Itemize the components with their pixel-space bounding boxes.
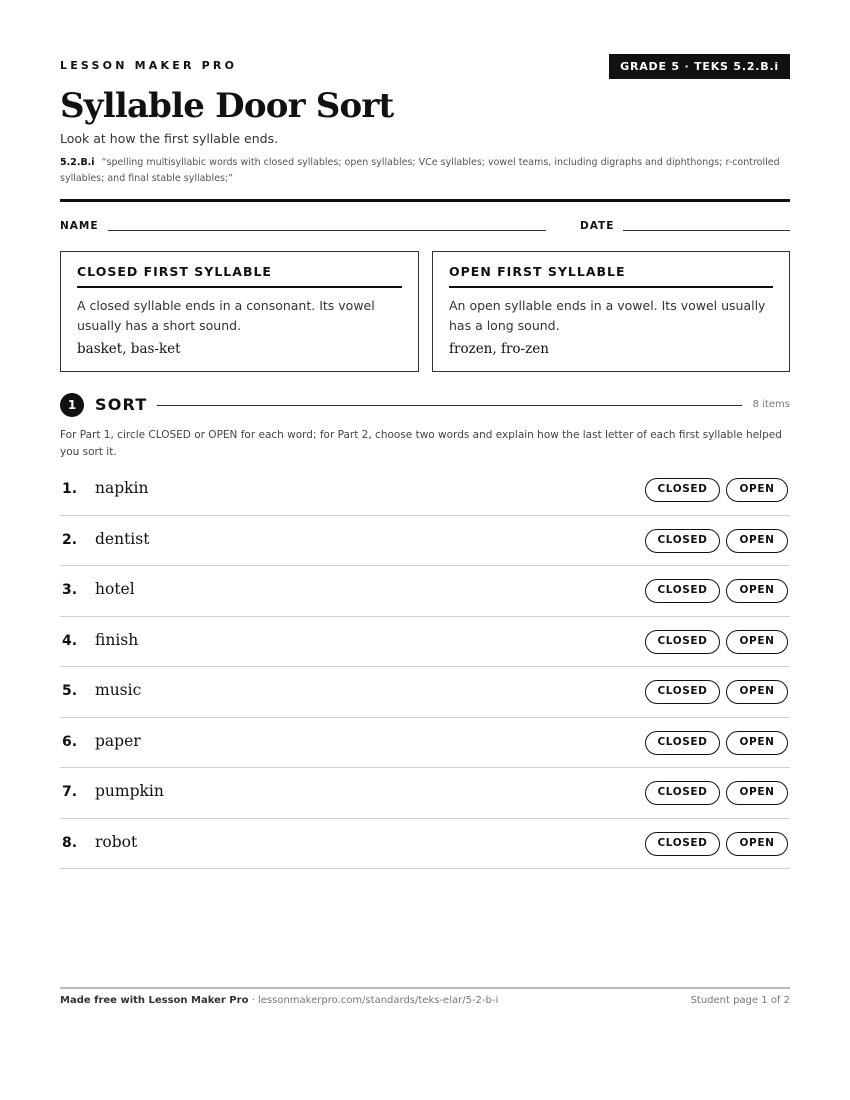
sort-item-list bbox=[60, 465, 790, 869]
sort-section-header bbox=[60, 393, 790, 417]
standard-description bbox=[60, 155, 790, 187]
item-word: finish bbox=[95, 630, 139, 649]
footer-url: · lessonmakerpro.com/standards/teks-elar/5-2-b-i bbox=[248, 995, 499, 1006]
date-label: DATE bbox=[580, 220, 615, 232]
item-number: 5. bbox=[62, 683, 78, 699]
open-card-heading: OPEN FIRST SYLLABLE bbox=[449, 264, 773, 288]
item-number: 7. bbox=[62, 784, 78, 800]
date-field[interactable] bbox=[623, 230, 790, 231]
item-word: dentist bbox=[95, 529, 150, 548]
open-choice-button[interactable]: OPEN bbox=[726, 832, 788, 856]
item-word: paper bbox=[95, 731, 141, 750]
item-number: 1. bbox=[62, 481, 78, 497]
closed-choice-button[interactable]: CLOSED bbox=[645, 579, 720, 603]
name-field[interactable] bbox=[108, 230, 546, 231]
header-divider bbox=[60, 199, 790, 202]
item-word: music bbox=[95, 681, 142, 699]
list-item bbox=[60, 667, 790, 718]
footer-page-number: Student page 1 of 2 bbox=[690, 995, 790, 1006]
open-choice-button[interactable]: OPEN bbox=[726, 579, 788, 603]
item-word: napkin bbox=[95, 479, 149, 497]
closed-card-example: basket, bas-ket bbox=[77, 341, 181, 357]
closed-choice-button[interactable]: CLOSED bbox=[645, 478, 720, 502]
worksheet-page bbox=[60, 0, 790, 1100]
closed-choice-button[interactable]: CLOSED bbox=[645, 630, 720, 654]
open-card-definition: An open syllable ends in a vowel. Its vowel usually has a long sound. bbox=[449, 298, 766, 333]
open-choice-button[interactable]: OPEN bbox=[726, 731, 788, 755]
closed-card-definition: A closed syllable ends in a consonant. Its vowel usually has a short sound. bbox=[77, 298, 375, 333]
name-date-row bbox=[60, 220, 790, 234]
open-choice-button[interactable]: OPEN bbox=[726, 680, 788, 704]
item-number: 2. bbox=[62, 531, 78, 548]
section-rule bbox=[157, 405, 742, 406]
closed-choice-button[interactable]: CLOSED bbox=[645, 781, 720, 805]
brand-name: LESSON MAKER PRO bbox=[60, 59, 238, 72]
open-choice-button[interactable]: OPEN bbox=[726, 781, 788, 805]
list-item bbox=[60, 768, 790, 819]
item-number: 8. bbox=[62, 834, 78, 851]
closed-choice-button[interactable]: CLOSED bbox=[645, 680, 720, 704]
open-choice-button[interactable]: OPEN bbox=[726, 478, 788, 502]
closed-choice-button[interactable]: CLOSED bbox=[645, 731, 720, 755]
item-count: 8 items bbox=[752, 399, 790, 410]
list-item bbox=[60, 566, 790, 617]
list-item bbox=[60, 718, 790, 769]
item-word: pumpkin bbox=[95, 782, 164, 800]
open-syllable-card bbox=[432, 251, 790, 372]
list-item bbox=[60, 516, 790, 567]
page-subtitle: Look at how the first syllable ends. bbox=[60, 131, 279, 146]
section-title: SORT bbox=[95, 395, 148, 414]
item-word: hotel bbox=[95, 580, 135, 598]
footer-divider bbox=[60, 987, 790, 989]
item-number: 6. bbox=[62, 733, 78, 750]
grade-badge: GRADE 5 · TEKS 5.2.B.i bbox=[609, 54, 790, 79]
open-card-example: frozen, fro-zen bbox=[449, 341, 549, 357]
standard-text: “spelling multisyllabic words with closed syllables; open syllables; VCe syllables; vowel teams, including digraphs and diphthongs; r-controlled syllables; and final stable syllables;” bbox=[60, 157, 780, 184]
name-label: NAME bbox=[60, 220, 99, 232]
closed-syllable-card bbox=[60, 251, 419, 372]
closed-card-heading: CLOSED FIRST SYLLABLE bbox=[77, 264, 402, 288]
item-word: robot bbox=[95, 832, 138, 851]
open-choice-button[interactable]: OPEN bbox=[726, 630, 788, 654]
closed-choice-button[interactable]: CLOSED bbox=[645, 832, 720, 856]
list-item bbox=[60, 465, 790, 516]
page-title: Syllable Door Sort bbox=[60, 86, 394, 126]
item-number: 4. bbox=[62, 632, 78, 649]
list-item bbox=[60, 617, 790, 668]
list-item bbox=[60, 819, 790, 870]
section-number-badge: 1 bbox=[60, 393, 84, 417]
open-choice-button[interactable]: OPEN bbox=[726, 529, 788, 553]
standard-code: 5.2.B.i bbox=[60, 157, 95, 168]
closed-choice-button[interactable]: CLOSED bbox=[645, 529, 720, 553]
footer-made-with: Made free with Lesson Maker Pro bbox=[60, 995, 249, 1006]
item-number: 3. bbox=[62, 582, 78, 598]
footer-credit bbox=[60, 995, 498, 1006]
sort-instructions: For Part 1, circle CLOSED or OPEN for each word; for Part 2, choose two words and explain how the last letter of each first syllable helped you sort it. bbox=[60, 429, 782, 458]
